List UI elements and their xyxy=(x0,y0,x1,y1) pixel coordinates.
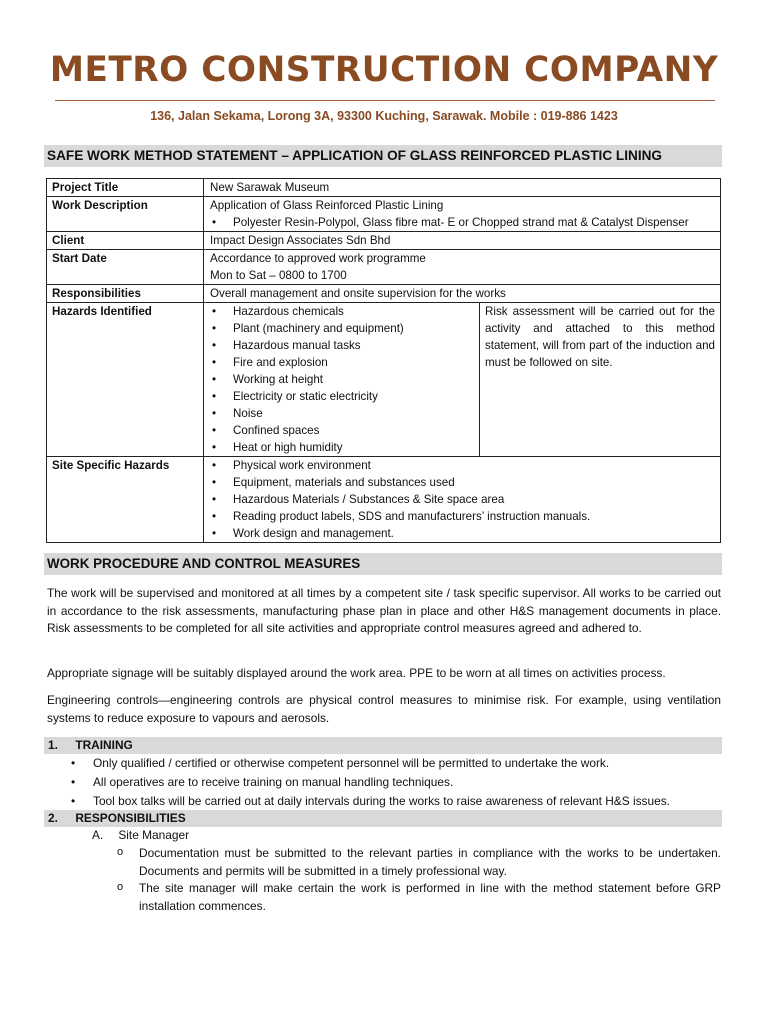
working-hours-line: Mon to Sat – 0800 to 1700 xyxy=(210,269,347,282)
table-row xyxy=(47,250,721,285)
training-heading xyxy=(44,737,722,754)
list-item: • Plant (machinery and equipment) xyxy=(210,320,474,337)
risk-assessment-note: Risk assessment will be carried out for the activity and attached to this method statement, will from part of the induction and must be followed on site. xyxy=(480,303,721,457)
list-item: • Hazardous chemicals xyxy=(210,303,474,320)
document-title: SAFE WORK METHOD STATEMENT – APPLICATION OF GLASS REINFORCED PLASTIC LINING xyxy=(44,145,722,167)
procedure-paragraph: Engineering controls—engineering controls are physical control measures to minimise risk. For example, using ventilation systems to reduce exposure to vapours and aerosols. xyxy=(47,693,721,725)
site-manager-subheading xyxy=(92,827,189,844)
list-item: o Documentation must be submitted to the relevant parties in compliance with the works to be undertaken. Documents and permits will be submitted in a timely professional way. xyxy=(115,845,721,880)
work-description-list xyxy=(210,214,715,231)
hazards-label: Hazards Identified xyxy=(47,303,204,457)
company-name: METRO CONSTRUCTION COMPANY xyxy=(49,50,719,90)
list-item: • Noise xyxy=(210,405,474,422)
client-label: Client xyxy=(47,232,204,250)
table-row xyxy=(47,179,721,197)
procedure-heading: WORK PROCEDURE AND CONTROL MEASURES xyxy=(44,553,722,575)
work-description-cell xyxy=(204,197,721,232)
list-item: • Fire and explosion xyxy=(210,354,474,371)
list-item: o The site manager will make certain the work is performed in line with the method statement before GRP installation commences. xyxy=(115,880,721,915)
table-row xyxy=(47,197,721,232)
start-date-line: Accordance to approved work programme xyxy=(210,252,426,265)
list-item: • Working at height xyxy=(210,371,474,388)
start-date-label: Start Date xyxy=(47,250,204,285)
sub-letter: A. xyxy=(92,828,104,842)
list-item: • Equipment, materials and substances used xyxy=(210,474,715,491)
list-item: • Hazardous Materials / Substances & Site space area xyxy=(210,491,715,508)
work-description-value: Application of Glass Reinforced Plastic Lining xyxy=(210,199,444,212)
section-title: TRAINING xyxy=(75,738,133,752)
list-item: • Physical work environment xyxy=(210,457,715,474)
list-item: • Confined spaces xyxy=(210,422,474,439)
list-item: • Reading product labels, SDS and manufacturers’ instruction manuals. xyxy=(210,508,715,525)
list-item: • All operatives are to receive training on manual handling techniques. xyxy=(69,773,721,792)
table-row xyxy=(47,457,721,543)
info-table xyxy=(46,178,721,543)
header-divider xyxy=(55,100,715,101)
client-value: Impact Design Associates Sdn Bhd xyxy=(204,232,721,250)
list-item: • Electricity or static electricity xyxy=(210,388,474,405)
company-address: 136, Jalan Sekama, Lorong 3A, 93300 Kuching, Sarawak. Mobile : 019-886 1423 xyxy=(150,109,618,123)
section-number: 2. xyxy=(48,811,58,825)
site-hazards-cell xyxy=(204,457,721,543)
list-item: • Work design and management. xyxy=(210,525,715,542)
responsibilities-heading xyxy=(44,810,722,827)
procedure-paragraph: Appropriate signage will be suitably displayed around the work area. PPE to be worn at all times on activities process. xyxy=(47,666,666,680)
start-date-cell xyxy=(204,250,721,285)
work-description-label: Work Description xyxy=(47,197,204,232)
training-list xyxy=(69,754,721,811)
site-manager-list xyxy=(115,845,721,915)
hazards-list xyxy=(210,303,474,456)
section-title: RESPONSIBILITIES xyxy=(75,811,186,825)
list-item: • Polyester Resin-Polypol, Glass fibre mat- E or Chopped strand mat & Catalyst Dispenser xyxy=(210,214,715,231)
procedure-paragraph: The work will be supervised and monitored at all times by a competent site / task specific supervisor. All works to be carried out in accordance to the risk assessments, manufacturing phase plan in place and other H&S management documents in place. Risk assessments to be completed for all site activities and appropriate control measures agreed and adhered to. xyxy=(47,586,721,635)
table-row xyxy=(47,285,721,303)
sub-title: Site Manager xyxy=(118,828,190,842)
site-hazards-label: Site Specific Hazards xyxy=(47,457,204,543)
responsibilities-label: Responsibilities xyxy=(47,285,204,303)
site-hazards-list xyxy=(210,457,715,542)
responsibilities-value: Overall management and onsite supervision for the works xyxy=(204,285,721,303)
table-row xyxy=(47,232,721,250)
project-title-label: Project Title xyxy=(47,179,204,197)
section-number: 1. xyxy=(48,738,58,752)
hazards-cell xyxy=(204,303,480,457)
project-title-value: New Sarawak Museum xyxy=(204,179,721,197)
list-item: • Tool box talks will be carried out at daily intervals during the works to raise awareness of relevant H&S issues. xyxy=(69,792,721,811)
list-item: • Heat or high humidity xyxy=(210,439,474,456)
list-item: • Only qualified / certified or otherwise competent personnel will be permitted to undertake the work. xyxy=(69,754,721,773)
table-row xyxy=(47,303,721,457)
list-item: • Hazardous manual tasks xyxy=(210,337,474,354)
